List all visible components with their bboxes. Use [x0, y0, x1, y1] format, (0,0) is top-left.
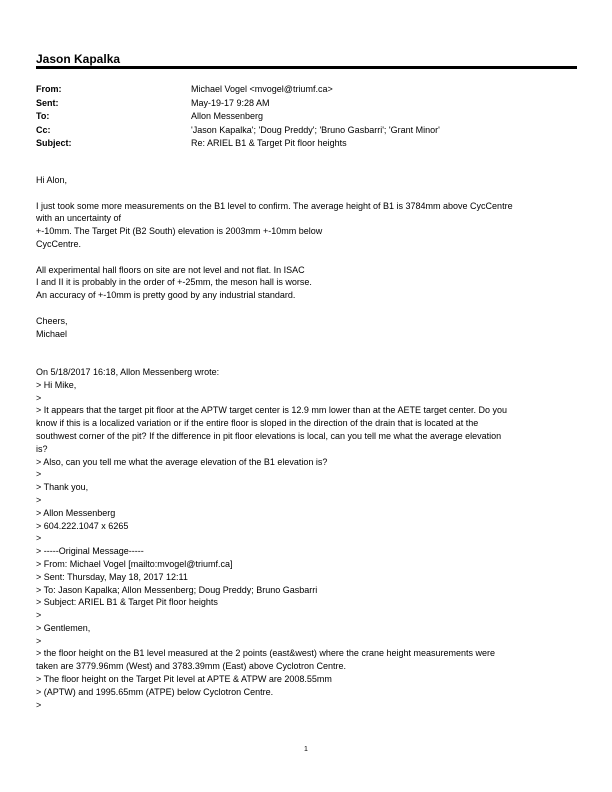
body-line: > 604.222.1047 x 6265	[36, 520, 129, 531]
body-line: >	[36, 533, 42, 544]
body-line: >	[36, 635, 42, 646]
body-line: Hi Alon,	[36, 175, 68, 185]
header-label: Subject:	[36, 138, 72, 148]
header-label: Cc:	[36, 124, 51, 135]
body-line: is?	[36, 443, 48, 454]
body-line: >	[36, 392, 42, 403]
body-line: An accuracy of +-10mm is pretty good by any industrial standard.	[36, 290, 296, 301]
body-line: >	[36, 494, 42, 505]
header-label: To:	[36, 111, 50, 121]
body-line: > It appears that the target pit floor at the APTW target center is 12.9 mm lower than at the AETE target center. Do you	[36, 405, 507, 416]
body-line: CycCentre.	[36, 238, 82, 249]
header-row-subject	[36, 137, 577, 151]
header-row-to	[36, 110, 577, 124]
body-line: > -----Original Message-----	[36, 546, 144, 557]
body-line: >	[36, 699, 42, 710]
body-line: Michael	[36, 328, 68, 339]
body-line: > The floor height on the Target Pit level at APTE & ATPW are 2008.55mm	[36, 674, 332, 685]
email-header	[36, 83, 577, 151]
body-line: > the floor height on the B1 level measured at the 2 points (east&west) where the crane height measurements were	[36, 648, 496, 659]
body-line: >	[36, 469, 42, 480]
body-line: > Hi Mike,	[36, 379, 77, 390]
body-line: > Allon Messenberg	[36, 507, 116, 518]
body-line	[36, 251, 581, 264]
body-line: taken are 3779.96mm (West) and 3783.39mm (East) above Cyclotron Centre.	[36, 661, 346, 672]
body-line: On 5/18/2017 16:18, Allon Messenberg wrote:	[36, 366, 220, 377]
body-line: All experimental hall floors on site are not level and not flat. In ISAC	[36, 264, 305, 275]
body-line	[36, 353, 581, 366]
header-value: 'Jason Kapalka'; 'Doug Preddy'; 'Bruno Gasbarri'; 'Grant Minor'	[191, 124, 440, 135]
body-line: > Subject: ARIEL B1 & Target Pit floor heights	[36, 597, 218, 608]
body-line: with an uncertainty of	[36, 213, 122, 224]
header-value: Allon Messenberg	[191, 111, 264, 121]
body-line: know if this is a localized variation or if the entire floor is sloped in the direction of the drain that is located at the	[36, 418, 479, 429]
header-value: May-19-17 9:28 AM	[191, 97, 270, 108]
page-title: Jason Kapalka	[36, 52, 121, 66]
body-line: > To: Jason Kapalka; Allon Messenberg; Doug Preddy; Bruno Gasbarri	[36, 584, 318, 595]
body-line	[36, 340, 581, 353]
body-line: > Sent: Thursday, May 18, 2017 12:11	[36, 571, 188, 582]
body-line: I just took some more measurements on the B1 level to confirm. The average height of B1 is 3784mm above CycCentre	[36, 200, 513, 211]
body-line: Cheers,	[36, 315, 68, 326]
body-line: southwest corner of the pit? If the difference in pit floor elevations is local, can you tell me what the average elevation	[36, 430, 502, 441]
body-line: > Gentlemen,	[36, 622, 91, 633]
header-row-from	[36, 83, 577, 97]
body-line: > Also, can you tell me what the average elevation of the B1 elevation is?	[36, 456, 328, 467]
header-value: Re: ARIEL B1 & Target Pit floor heights	[191, 138, 347, 148]
body-line: > Thank you,	[36, 482, 89, 493]
body-line: I and II it is probably in the order of +-25mm, the meson hall is worse.	[36, 277, 312, 288]
header-label: From:	[36, 84, 62, 94]
body-line: > From: Michael Vogel [mailto:mvogel@triumf.ca]	[36, 558, 233, 569]
body-line	[36, 187, 581, 200]
body-line: >	[36, 610, 42, 621]
body-line: +-10mm. The Target Pit (B2 South) elevation is 2003mm +-10mm below	[36, 226, 323, 237]
header-row-sent	[36, 97, 577, 111]
body-line	[36, 302, 581, 315]
header-row-cc	[36, 124, 577, 138]
page-number: 1	[304, 746, 308, 753]
email-body	[36, 174, 581, 711]
title-divider	[36, 66, 577, 69]
header-value: Michael Vogel <mvogel@triumf.ca>	[191, 84, 333, 94]
body-line: > (APTW) and 1995.65mm (ATPE) below Cyclotron Centre.	[36, 686, 274, 697]
header-label: Sent:	[36, 97, 59, 108]
